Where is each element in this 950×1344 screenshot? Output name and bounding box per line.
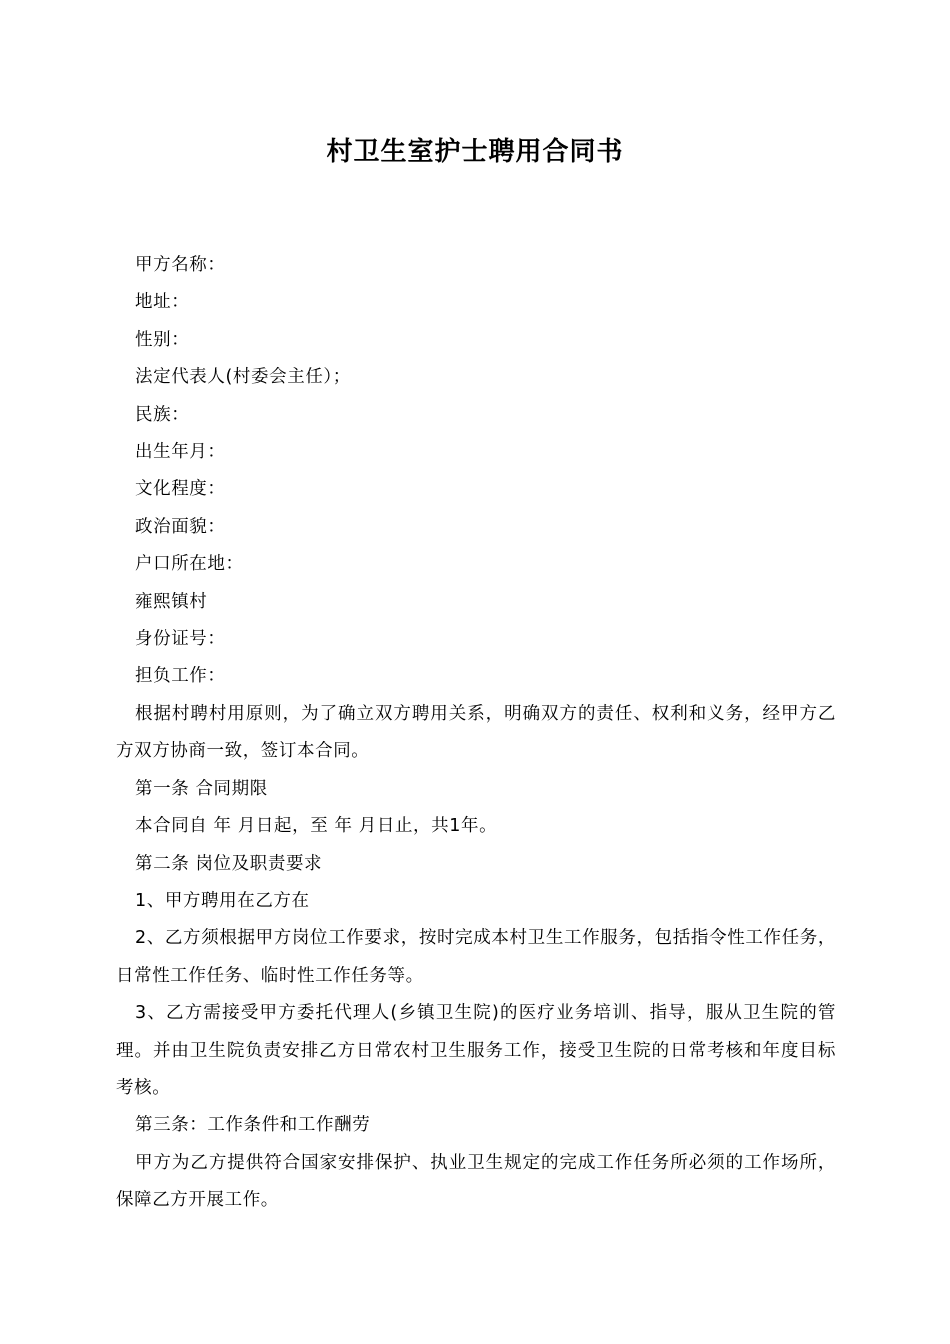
field-party-a-name: 甲方名称： [135,255,226,275]
intro-paragraph: 根据村聘村用原则，为了确立双方聘用关系，明确双方的责任、权利和义务，经甲方乙方双方协商一致，签订本合同。 [116,703,836,762]
field-political-status: 政治面貌： [135,516,226,537]
field-education: 文化程度： [135,479,226,500]
article-3-heading: 第三条：工作条件和工作酬劳 [135,1115,371,1136]
field-address: 地址： [135,292,190,313]
article-1-text: 本合同自 年 月日起，至 年 月日止，共1年。 [135,816,498,837]
article-3-text: 甲方为乙方提供符合国家安排保护、执业卫生规定的完成工作任务所必须的工作场所，保障乙方开展工作。 [116,1152,836,1211]
field-birth-date: 出生年月： [135,442,226,463]
field-gender: 性别： [135,329,190,350]
article-2-heading: 第二条 岗位及职责要求 [135,853,323,874]
field-legal-representative: 法定代表人(村委会主任）； [135,367,351,388]
field-ethnicity: 民族： [135,404,190,425]
field-village: 雍熙镇村 [135,591,208,612]
article-2-item-2: 2、乙方须根据甲方岗位工作要求，按时完成本村卫生工作服务，包括指令性工作任务，日常性工作任务、临时性工作任务等。 [116,928,836,986]
field-household-location: 户口所在地： [135,554,244,575]
document-title: 村卫生室护士聘用合同书 [326,137,624,167]
article-2-item-3: 3、乙方需接受甲方委托代理人(乡镇卫生院)的医疗业务培训、指导，服从卫生院的管理。并由卫生院负责安排乙方日常农村卫生服务工作，接受卫生院的日常考核和年度目标考核。 [116,1003,836,1098]
field-assigned-work: 担负工作： [135,666,226,687]
document-body [116,247,836,1220]
article-1-heading: 第一条 合同期限 [135,778,268,799]
article-2-item-1: 1、甲方聘用在乙方在 [135,890,310,911]
field-id-number: 身份证号： [135,629,226,650]
